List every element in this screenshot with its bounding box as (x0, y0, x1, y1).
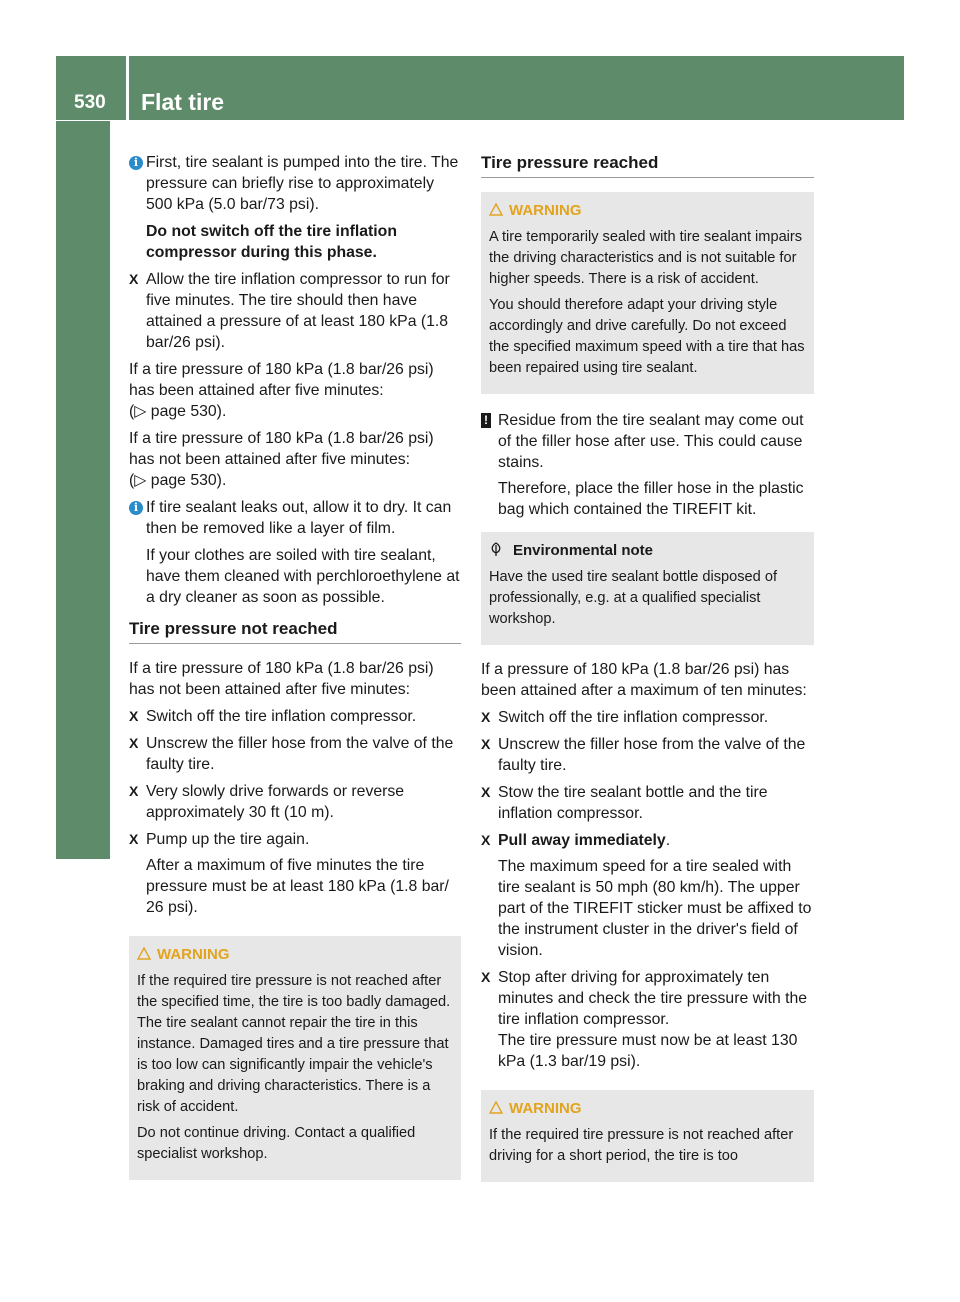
step-detail: After a maximum of five minutes the tire pressure must be at least 180 kPa (1.8 bar/ 26 psi). (146, 857, 449, 916)
step-marker-icon: X (481, 832, 491, 848)
instruction-step (129, 781, 461, 823)
step-text: Pump up the tire again. (146, 831, 310, 848)
page-reference-link[interactable]: (▷ page 530). (129, 403, 227, 420)
info-text: First, tire sealant is pumped into the tire. The pressure can briefly rise to approximately 500 kPa (5.0 bar/73 psi). (146, 154, 459, 213)
notice-text: Residue from the tire sealant may come out of the filler hose after use. This could cause stains. (498, 412, 804, 471)
right-column (481, 152, 814, 1194)
paragraph: If a tire pressure of 180 kPa (1.8 bar/26 psi) has not been attained after five minutes: (129, 660, 434, 698)
instruction-step (481, 734, 814, 776)
warning-triangle-icon (137, 947, 151, 960)
step-detail: The tire pressure must now be at least 130 kPa (1.3 bar/19 psi). (498, 1032, 798, 1070)
info-icon: i (129, 156, 143, 170)
step-marker-icon: X (481, 736, 491, 752)
section-heading: Tire pressure not reached (129, 618, 461, 644)
step-marker-icon: X (129, 783, 139, 799)
section-heading: Tire pressure reached (481, 152, 814, 178)
info-text: If tire sealant leaks out, allow it to dry. It can then be removed like a layer of film. (146, 499, 452, 537)
paragraph: If a tire pressure of 180 kPa (1.8 bar/26 psi) has not been attained after five minutes: (▷ page 530). (129, 430, 434, 489)
step-marker-icon: X (129, 735, 139, 751)
warning-box (129, 936, 461, 1180)
warning-text: Do not continue driving. Contact a qualified specialist workshop. (137, 1125, 416, 1162)
warning-header: WARNING (137, 944, 453, 966)
warning-triangle-icon (489, 1101, 503, 1114)
step-marker-icon: X (481, 709, 491, 725)
step-text: Unscrew the filler hose from the valve of the faulty tire. (498, 736, 806, 774)
left-column (129, 152, 461, 1192)
step-detail: The maximum speed for a tire sealed with tire sealant is 50 mph (80 km/h). The upper part of the TIREFIT sticker must be affixed to the instrument cluster in the driver's field of vision. (498, 858, 812, 959)
notice-note (481, 410, 814, 520)
page-title: Flat tire (141, 89, 225, 115)
paragraph: If a tire pressure of 180 kPa (1.8 bar/26 psi) has been attained after five minutes: (▷ page 530). (129, 361, 434, 420)
environmental-note-header: Environmental note (489, 540, 806, 562)
instruction-step (129, 733, 461, 775)
step-text: Switch off the tire inflation compressor. (146, 708, 417, 725)
page-reference-link[interactable]: (▷ page 530). (129, 472, 227, 489)
info-text: If your clothes are soiled with tire sealant, have them cleaned with perchloroethylene at a dry cleaner as soon as possible. (146, 547, 460, 606)
warning-header: WARNING (489, 200, 806, 222)
step-marker-icon: X (129, 271, 139, 287)
instruction-step (481, 707, 814, 728)
step-text: Very slowly drive forwards or reverse approximately 30 ft (10 m). (146, 783, 405, 821)
step-marker-icon: X (481, 784, 491, 800)
instruction-step (129, 829, 461, 918)
page-number: 530 (74, 92, 106, 113)
instruction-step (481, 782, 814, 824)
info-note (129, 497, 461, 608)
exclamation-icon: ! (481, 413, 491, 428)
instruction-step (129, 706, 461, 727)
warning-box (481, 1090, 814, 1182)
info-icon: i (129, 501, 143, 515)
instruction-step (481, 967, 814, 1072)
warning-text: If the required tire pressure is not reached after driving for a short period, the tire is too (489, 1127, 794, 1164)
warning-box (481, 192, 814, 394)
step-text: Allow the tire inflation compressor to run for five minutes. The tire should then have attained a pressure of at least 180 kPa (1.8 bar/26 psi). (146, 271, 450, 351)
header-divider (126, 56, 129, 120)
warning-text: You should therefore adapt your driving style accordingly and drive carefully. Do not exceed the specified maximum speed with a tire that has been repaired using tire sealant. (489, 297, 805, 376)
paragraph: If a pressure of 180 kPa (1.8 bar/26 psi) has been attained after a maximum of ten minutes: (481, 661, 807, 699)
step-text: Stow the tire sealant bottle and the tire inflation compressor. (498, 784, 768, 822)
step-text: Unscrew the filler hose from the valve of the faulty tire. (146, 735, 454, 773)
section-label: Breakdown assistance (84, 429, 111, 688)
instruction-step (481, 830, 814, 961)
environmental-note-text: Have the used tire sealant bottle disposed of professionally, e.g. at a qualified specialist workshop. (489, 569, 778, 627)
page-header (56, 56, 904, 120)
warning-triangle-icon (489, 203, 503, 216)
step-marker-icon: X (129, 831, 139, 847)
warning-text: If the required tire pressure is not reached after the specified time, the tire is too badly damaged. The tire sealant cannot repair the tire in this instance. Damaged tires and a tire pressure that is too low can significantly impair the vehicle's braking and driving characteristics. There is a risk of accident. (137, 973, 451, 1115)
warning-text: A tire temporarily sealed with tire sealant impairs the driving characteristics and is not suitable for higher speeds. There is a risk of accident. (489, 229, 803, 287)
step-text: Switch off the tire inflation compressor. (498, 709, 769, 726)
step-marker-icon: X (481, 969, 491, 985)
info-emphasis: Do not switch off the tire inflation compressor during this phase. (146, 223, 397, 261)
notice-text: Therefore, place the filler hose in the plastic bag which contained the TIREFIT kit. (498, 480, 804, 518)
leaf-icon (489, 542, 503, 557)
environmental-note-box (481, 532, 814, 645)
instruction-step (129, 269, 461, 353)
info-note (129, 152, 461, 263)
step-text: Stop after driving for approximately ten minutes and check the tire pressure with the tire inflation compressor. (498, 969, 808, 1028)
warning-header: WARNING (489, 1098, 806, 1120)
step-marker-icon: X (129, 708, 139, 724)
step-text: Pull away immediately. (498, 832, 671, 849)
